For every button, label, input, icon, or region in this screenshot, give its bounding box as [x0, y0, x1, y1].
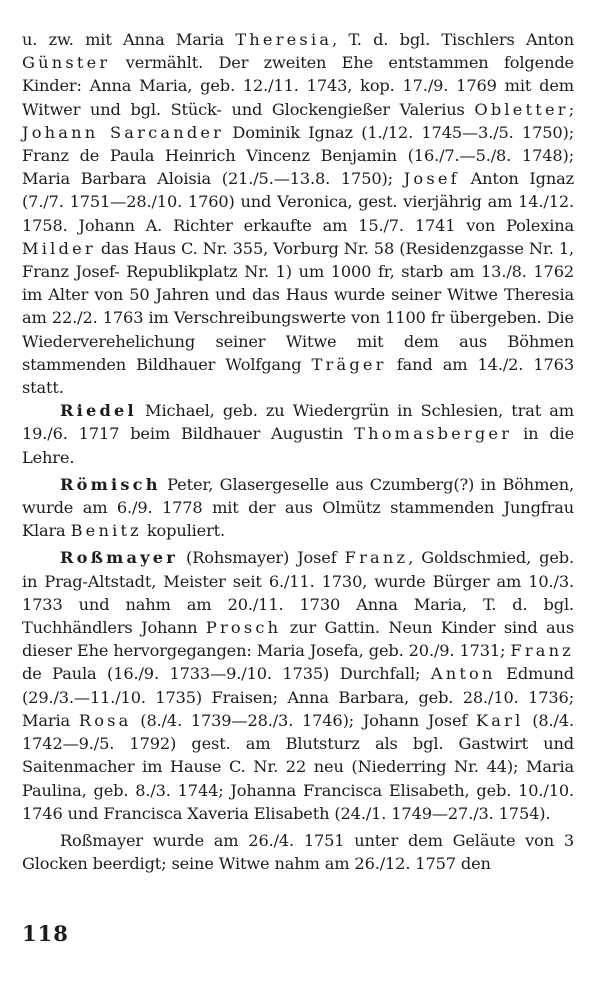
para-continuation — [22, 28, 574, 399]
text-run: de Paula (16./9. 1733—9./10. 1735) Durchfall; — [22, 664, 431, 684]
spaced-name: Obletter — [474, 99, 569, 119]
spaced-name: Theresia — [235, 30, 333, 49]
page-number: 118 — [22, 921, 69, 946]
text-run: zur Gattin. Neun Kinder sind aus dieser Ehe hervorgegangen: Maria Josefa, geb. 20./9. 1731; — [22, 618, 574, 661]
spaced-name: Anton — [430, 664, 496, 684]
text-run: (8./4. 1742—9./5. 1792) gest. am Blutsturz als bgl. Gastwirt und Saitenmacher im Hause C. Nr. 22 neu (Niederring Nr. 44); Maria Paulina, geb. 8./3. 1744; Johanna Francisca Elisabeth, geb. 10./10. 1746 und Francisca Xaveria Elisabeth (24./1. 1749—27./3. 1754). — [22, 710, 574, 823]
spaced-name: Karl — [475, 710, 524, 730]
para-rossmayer — [22, 546, 574, 824]
text-run: ; — [568, 99, 574, 119]
text-run: in die Lehre. — [22, 424, 575, 467]
spaced-name: Thomasberger — [354, 424, 513, 444]
entry-name: Roßmayer — [60, 548, 178, 568]
para-rossmayer-burial — [22, 829, 574, 875]
spaced-name: Benitz — [70, 521, 142, 541]
spaced-name: Prosch — [205, 618, 282, 638]
spaced-name: Franz — [510, 641, 574, 661]
text-run: Anton Ignaz (7./7. 1751—28./10. 1760) und Veronica, gest. vierjährig am 14./12. 1758. Johann A. Richter erkaufte am 15./7. 1741 von Polexina — [22, 169, 574, 235]
spaced-name: Josef — [403, 169, 460, 189]
text-run: fand am 14./2. 1763 statt. — [22, 354, 574, 398]
spaced-name: Johann Sarcander — [22, 122, 225, 142]
text-run: u. zw. mit Anna Maria — [22, 30, 236, 49]
spaced-name: Franz — [344, 548, 409, 568]
para-roemisch — [22, 473, 574, 543]
text-run: (8./4. 1739—28./3. 1746); Johann Josef — [131, 710, 476, 730]
text-run: (Rohsmayer) Josef — [178, 548, 345, 568]
spaced-name: Günster — [22, 53, 111, 73]
text-run: Michael, geb. zu Wiedergrün in Schlesien, trat am 19./6. 1717 beim Bildhauer Augustin — [22, 401, 574, 444]
entry-name: Riedel — [60, 401, 137, 421]
spaced-name: Milder — [22, 238, 96, 258]
text-run: vermählt. Der zweiten Ehe entstammen folgende Kinder: Anna Maria, geb. 12./11. 1743, kop. 17./9. 1769 mit dem Witwer und bgl. Stück- und Glockengießer Valerius — [22, 53, 574, 119]
text-run: kopuliert. — [141, 521, 226, 541]
entry-name: Römisch — [60, 474, 161, 494]
para-riedel — [22, 399, 574, 469]
text-run: Edmund (29./3.—11./10. 1735) Fraisen; Anna Barbara, geb. 28./10. 1736; Maria — [22, 664, 575, 730]
text-run: das Haus C. Nr. 355, Vorburg Nr. 58 (Residenzgasse Nr. 1, Franz Josef- Republikplatz Nr. 1) um 1000 fr, starb am 13./8. 1762 im Alter von 50 Jahren und das Haus wurde seiner Witwe Theresia am 22./2. 1763 im Verschreibungswerte von 1100 fr übergeben. Die Wiederverehelichung seiner Witwe mit dem aus Böhmen stammenden Bildhauer Wolfgang — [22, 238, 574, 374]
spaced-name: Träger — [311, 354, 387, 374]
text-run: , Goldschmied, geb. in Prag-Altstadt, Meister seit 6./11. 1730, wurde Bürger am 10./3. 1733 und nahm am 20./11. 1730 Anna Maria, T. d. bgl. Tuchhändlers Johann — [22, 548, 574, 638]
text-run: Peter, Glasergeselle aus Czumberg(?) in Böhmen, wurde am 6./9. 1778 mit der aus Olmütz stammenden Jungfrau Klara — [22, 474, 574, 541]
spaced-name: Rosa — [78, 710, 132, 730]
page-body — [22, 28, 574, 875]
text-run: Dominik Ignaz (1./12. 1745—3./5. 1750); Franz de Paula Heinrich Vincenz Benjamin (16./7.—5./8. 1748); Maria Barbara Aloisia (21./5.—13.8. 1750); — [22, 122, 574, 189]
text-run: Roßmayer wurde am 26./4. 1751 unter dem Geläute von 3 Glocken beerdigt; seine Witwe nahm am 26./12. 1757 den — [22, 830, 574, 874]
text-run: , T. d. bgl. Tischlers Anton — [332, 30, 575, 49]
